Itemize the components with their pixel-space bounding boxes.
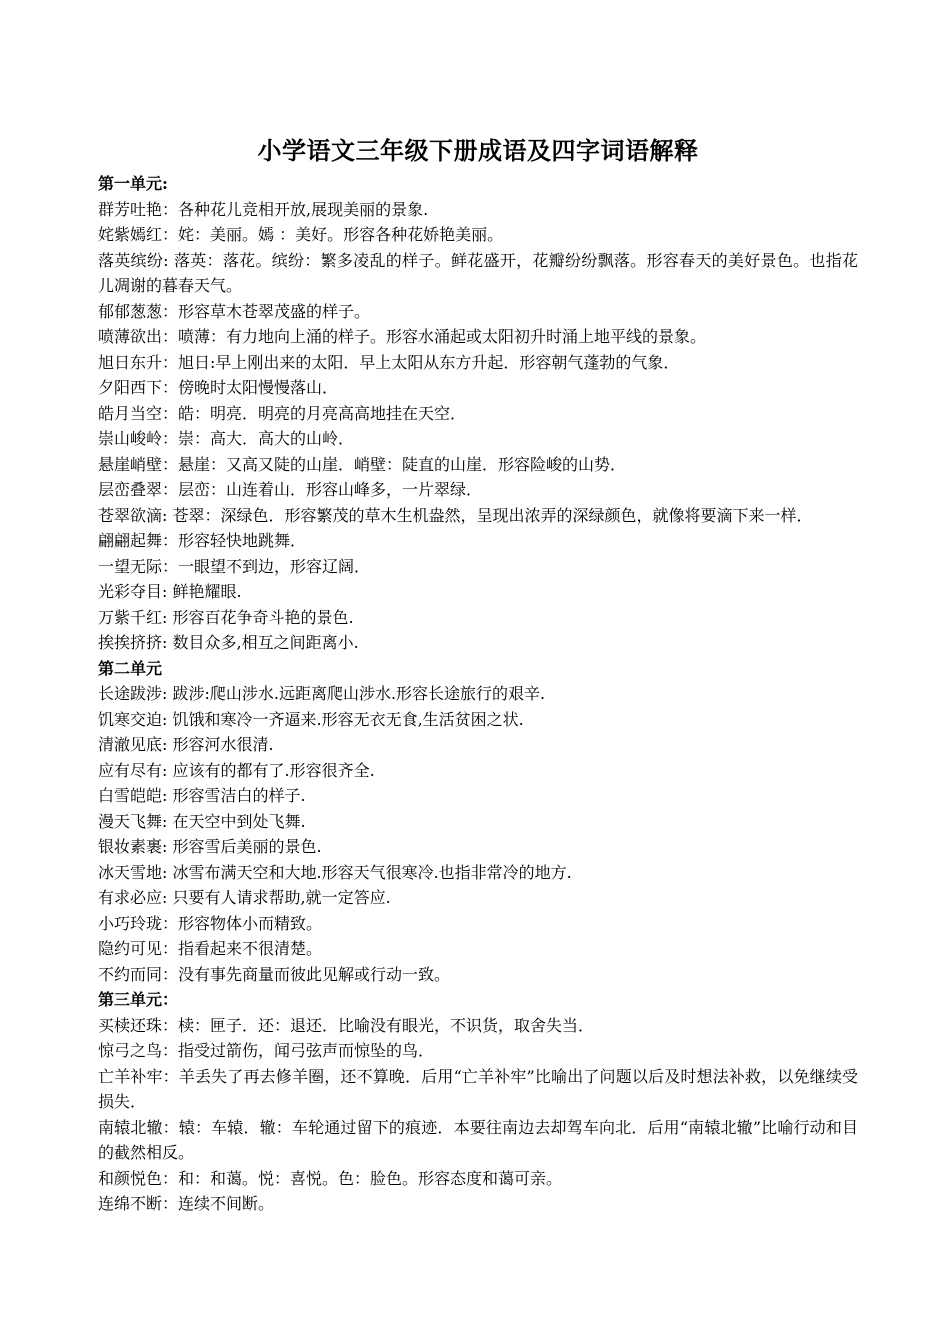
idiom-entry: 崇山峻岭：崇：高大．高大的山岭． — [98, 429, 355, 448]
idiom-entry: 不约而同：没有事先商量而彼此见解或行动一致。 — [98, 964, 451, 984]
idiom-entry: 层峦叠翠：层峦：山连着山．形容山峰多，一片翠绿． — [98, 480, 483, 499]
idiom-entry: 应有尽有: 应该有的都有了.形容很齐全. — [98, 760, 375, 780]
idiom-entry: 群芳吐艳：各种花儿竞相开放,展现美丽的景象. — [98, 199, 429, 219]
section-heading: 第二单元 — [98, 658, 163, 678]
idiom-entry: 姹紫嫣红：姹：美丽。嫣 ：美好。形容各种花娇艳美丽。 — [98, 225, 504, 244]
idiom-entry: 长途跋涉: 跋涉:爬山涉水.远距离爬山涉水.形容长途旅行的艰辛. — [98, 684, 546, 703]
section-unit-3 — [98, 987, 858, 1217]
idiom-entry: 白雪皑皑: 形容雪洁白的样子. — [98, 786, 306, 805]
idiom-entry: 有求必应: 只要有人请求帮助,就一定答应. — [98, 888, 391, 907]
idiom-entry: 一望无际：一眼望不到边，形容辽阔． — [98, 556, 371, 576]
section-heading: 第三单元： — [98, 990, 179, 1009]
idiom-entry: 买椟还珠：椟：匣子．还：退还．比喻没有眼光，不识货，取舍失当． — [98, 1015, 595, 1035]
idiom-entry: 郁郁葱葱：形容草木苍翠茂盛的样子。 — [98, 301, 371, 321]
document-body — [98, 171, 858, 1217]
idiom-entry: 万紫千红: 形容百花争奇斗艳的景色. — [98, 607, 354, 627]
idiom-entry: 惊弓之鸟：指受过箭伤，闻弓弦声而惊坠的鸟． — [98, 1041, 435, 1060]
idiom-entry: 清澈见底: 形容河水很清. — [98, 735, 274, 754]
idiom-entry: 光彩夺目: 鲜艳耀眼. — [98, 582, 242, 601]
idiom-entry: 苍翠欲滴: 苍翠：深绿色．形容繁茂的草木生机盎然，呈现出浓弄的深绿颜色，就像将要滴下来一样． — [98, 505, 813, 525]
idiom-entry: 和颜悦色：和：和蔼。悦：喜悦。色：脸色。形容态度和蔼可亲。 — [98, 1168, 563, 1188]
idiom-entry: 落英缤纷: 落英：落花。缤纷：繁多凌乱的样子。鲜花盛开，花瓣纷纷飘落。形容春天的美好景色。也指花儿凋谢的暮春天气。 — [98, 250, 858, 295]
idiom-entry: 悬崖峭壁：悬崖：又高又陡的山崖．峭壁：陡直的山崖．形容险峻的山势． — [98, 454, 627, 474]
idiom-entry: 饥寒交迫: 饥饿和寒冷一齐逼来.形容无衣无食,生活贫困之状. — [98, 709, 524, 729]
idiom-entry: 亡羊补牢：羊丢失了再去修羊圈，还不算晚．后用“亡羊补牢”比喻出了问题以后及时想法补救，以免继续受损失． — [98, 1066, 858, 1111]
idiom-entry: 南辕北辙：辕：车辕．辙：车轮通过留下的痕迹．本要往南边去却驾车向北．后用“南辕北辙”比喻行动和目的截然相反。 — [98, 1117, 858, 1162]
idiom-entry: 旭日东升：旭日:早上刚出来的太阳．早上太阳从东方升起．形容朝气蓬勃的气象． — [98, 352, 680, 372]
idiom-entry: 隐约可见：指看起来不很清楚。 — [98, 939, 323, 958]
idiom-entry: 连绵不断：连续不间断。 — [98, 1194, 275, 1213]
idiom-entry: 皓月当空：皓：明亮．明亮的月亮高高地挂在天空． — [98, 403, 467, 423]
section-unit-2 — [98, 656, 858, 988]
idiom-entry: 喷薄欲出：喷薄：有力地向上涌的样子。形容水涌起或太阳初升时涌上地平线的景象。 — [98, 327, 707, 346]
idiom-entry: 漫天飞舞: 在天空中到处飞舞. — [98, 811, 306, 831]
idiom-entry: 挨挨挤挤: 数目众多,相互之间距离小. — [98, 633, 359, 652]
section-unit-1 — [98, 171, 858, 656]
section-heading: 第一单元: — [98, 174, 168, 193]
document-title: 小学语文三年级下册成语及四字词语解释 — [257, 136, 699, 165]
idiom-entry: 银妆素裹: 形容雪后美丽的景色. — [98, 837, 322, 856]
idiom-entry: 冰天雪地: 冰雪布满天空和大地.形容天气很寒冷.也指非常冷的地方. — [98, 862, 572, 882]
idiom-entry: 夕阳西下：傍晚时太阳慢慢落山． — [98, 378, 339, 397]
idiom-entry: 小巧玲珑：形容物体小而精致。 — [98, 913, 323, 933]
idiom-entry: 翩翩起舞：形容轻快地跳舞． — [98, 531, 307, 550]
